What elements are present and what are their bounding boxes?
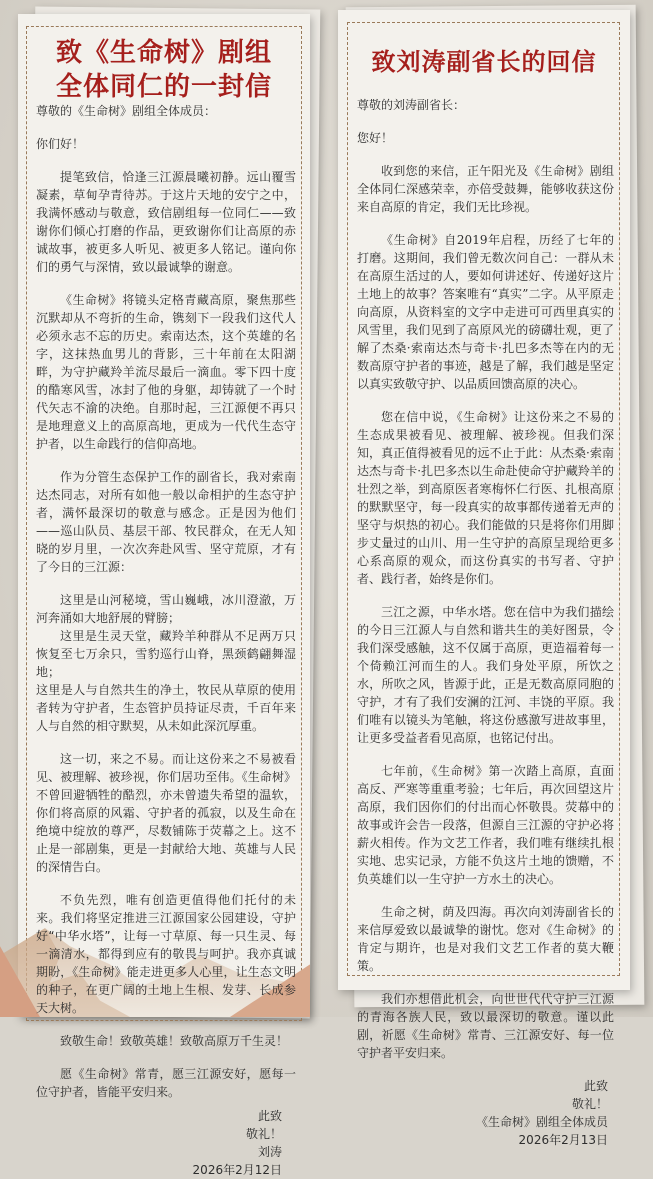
paragraph: 《生命树》自2019年启程，历经了七年的打磨。这期间，我们曾无数次问自己：一群从未在高原生活过的人，要如何讲述好、传递好这片土地上的故事？答案唯有“真实”二字。从平原走向高原，从资料室的文字中走进可可西里真实的风雪里，我们见到了高原风光的磅礴壮观，更了解了杰桑·索南达杰与奇卡·扎巴多杰等在内的无数高原守护者的事迹，越是了解，我们越是坚定以真实致敬守护、以品质回馈高原的决心。	[357, 233, 614, 391]
paragraph: 七年前，《生命树》第一次踏上高原，直面高反、严寒等重重考验；七年后，再次回望这片高原，我们因你们的付出而心怀敬畏。荧幕中的故事或许会告一段落，但源自三江源的守护必将薪火相传。作为文艺工作者，我们唯有继续扎根实地、忠实记录，方能不负这片土地的馈赠，不负英雄们以一生守护一方水土的决心。	[357, 764, 614, 886]
date: 2026年2月13日	[518, 1133, 608, 1147]
closing-1: 此致	[257, 1109, 282, 1123]
list-item: 这里是人与自然共生的净土，牧民从草原的使用者转为守护者，生态管护员持证尽责，千百年来人与自然的相守默契，从未如此深沉厚重。	[36, 683, 296, 733]
signature: 刘涛	[257, 1145, 282, 1159]
title-line-2: 全体同仁的一封信	[55, 72, 272, 102]
paragraph: 愿《生命树》常青，愿三江源安好，愿每一位守护者，皆能平安归来。	[36, 1067, 296, 1099]
paragraph: 作为分管生态保护工作的副省长，我对索南达杰同志，对所有如他一般以命相护的生态守护者，满怀最深切的敬意与感念。正是因为他们——巡山队员、基层干部、牧民群众，在无人知晓的岁月里，一次次奔赴风雪、坚守荒原，才有了今日的三江源：	[36, 470, 296, 574]
list-item: 这里是山河秘境，雪山巍峨，冰川澄澈，万河奔涌如大地舒展的臂膀；	[36, 593, 296, 625]
paragraph: 我们亦想借此机会，向世世代代守护三江源的青海各族人民，致以最深切的敬意。谨以此剧，祈愿《生命树》常青、三江源安好、每一位守护者平安归来。	[357, 992, 614, 1060]
greeting: 您好！	[357, 131, 394, 145]
paragraph: 《生命树》将镜头定格青藏高原，聚焦那些沉默却从不弯折的生命，镌刻下一段我们这代人必须永志不忘的历史。索南达杰，这个英雄的名字，这抹热血男儿的背影，三十年前在太阳湖畔，为守护藏羚羊流尽最后一滴血。零下四十度的酷寒风雪，冰封了他的身躯，却铸就了一个时代矢志不渝的决绝。自那时起，三江源便不再只是地理意义上的高原高地，更成为一代代生态守护者，以生命践行的信仰高地。	[36, 293, 296, 451]
title-line-1: 致《生命树》剧组	[55, 38, 272, 68]
paragraph: 收到您的来信，正午阳光及《生命树》剧组全体同仁深感荣幸，亦倍受鼓舞，能够收获这份来自高原的肯定，我们无比珍视。	[357, 164, 614, 214]
paragraph: 提笔致信，恰逢三江源晨曦初静。远山覆雪凝素，草甸孕青待苏。于这片天地的安宁之中，我满怀感动与敬意，致信剧组每一位同仁——致谢你们倾心打磨的作品，更致谢你们让高原的赤诚故事，被更多人听见、被更多人铭记。谨向你们的勇气与深情，致以最诚挚的谢意。	[36, 170, 296, 274]
date: 2026年2月12日	[192, 1163, 282, 1177]
letter-right-body	[357, 96, 614, 1149]
letter-right	[338, 10, 630, 1147]
paragraph: 您在信中说，《生命树》让这份来之不易的生态成果被看见、被理解、被珍视。但我们深知，真正值得被看见的远不止于此：从杰桑·索南达杰与奇卡·扎巴多杰以生命赴使命守护藏羚羊的壮烈之举，到高原医者寒梅怀仁行医、扎根高原的默默坚守，每一段真实的故事都传递着无声的坚守与炽热的初心。我们能做的只是将你们用脚步丈量过的山川、用一生守护的高原呈现给更多心系高原的观众，而这份真实的书写者、守护者、践行者，始终是你们。	[357, 410, 614, 586]
paragraph: 这一切，来之不易。而让这份来之不易被看见、被理解、被珍视，你们居功至伟。《生命树》不曾回避牺牲的酷烈，亦未曾遗失希望的温软，你们将高原的风霜、守护者的孤寂，以及生命在绝境中绽放的尊严，尽数铺陈于荧幕之上。这不止是一部剧集，更是一封献给大地、英雄与人民的深情告白。	[36, 752, 296, 874]
list-item: 这里是生灵天堂，藏羚羊种群从不足两万只恢复至七万余只，雪豹巡行山脊，黑颈鹤翩舞湿地；	[36, 629, 296, 679]
letter-left-signoff	[36, 1107, 296, 1179]
greeting: 你们好！	[36, 137, 85, 151]
paragraph: 三江之源，中华水塔。您在信中为我们描绘的今日三江源人与自然和谐共生的美好图景，令我们深受感触，这不仅属于高原，更造福着每一个倚赖江河而生的人。我们身处平原，所饮之水，所吹之风，皆源于此，正是无数高原同胞的守护，才有了我们安澜的江河、丰饶的平原。我们唯有以镜头为笔触，将这份感激写进故事里，让更多受益者看见高原，也铭记付出。	[357, 605, 614, 745]
paragraph: 生命之树，荫及四海。再次向刘涛副省长的来信厚爱致以最诚挚的谢忱。您对《生命树》的肯定与期许，也是对我们文艺工作者的莫大鞭策。	[357, 905, 614, 973]
salutation: 尊敬的《生命树》剧组全体成员：	[36, 104, 217, 118]
letter-left-title	[18, 36, 310, 104]
letter-right-title: 致刘涛副省长的回信	[371, 48, 597, 76]
letter-left-body	[36, 102, 296, 1179]
closing-2: 敬礼！	[245, 1127, 282, 1141]
closing-2: 敬礼！	[571, 1097, 608, 1111]
paragraph: 不负先烈，唯有创造更值得他们托付的未来。我们将坚定推进三江源国家公园建设，守护好“中华水塔”，让每一寸草原、每一只生灵、每一滴清水，都得到应有的敬畏与呵护。我亦真诚期盼，《生命树》能走进更多人心里，让生态文明的种子，在更广阔的土地上生根、发芽、长成参天大树。	[36, 893, 296, 1015]
signature: 《生命树》剧组全体成员	[475, 1115, 608, 1129]
closing-1: 此致	[583, 1079, 608, 1093]
salutation: 尊敬的刘涛副省长：	[357, 98, 466, 112]
letter-right-signoff	[357, 1077, 614, 1149]
paragraph: 致敬生命！致敬英雄！致敬高原万千生灵！	[60, 1034, 289, 1048]
letter-left	[18, 14, 310, 1177]
